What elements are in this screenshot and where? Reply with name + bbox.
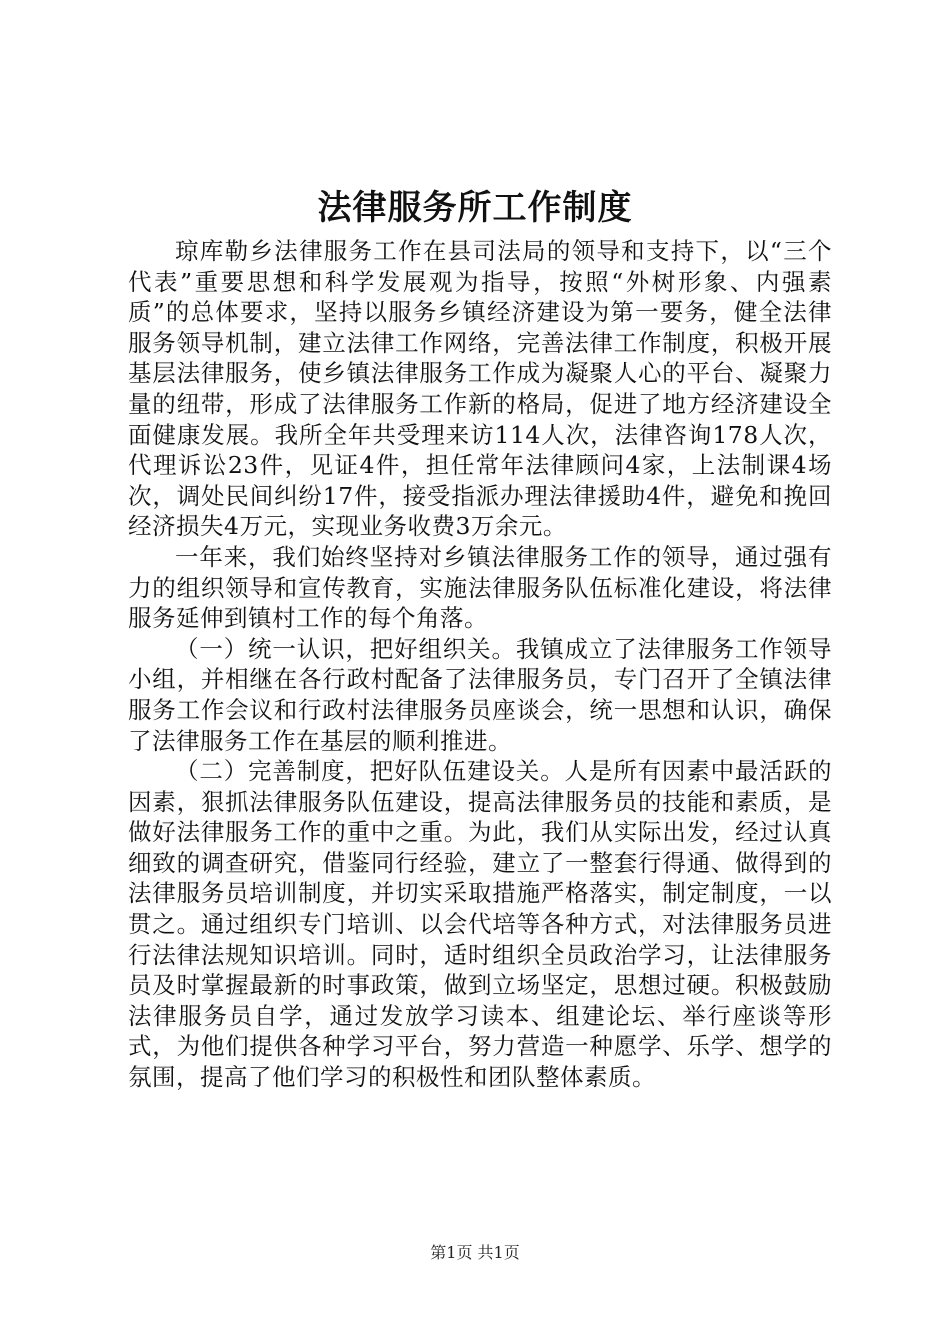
paragraph-section-1: （一）统一认识，把好组织关。我镇成立了法律服务工作领导小组，并相继在各行政村配备了法律服务员，专门召开了全镇法律服务工作会议和行政村法律服务员座谈会，统一思想和认识，确保了法律服务工作在基层的顺利推进。	[128, 634, 832, 755]
paragraph-intro: 琼库勒乡法律服务工作在县司法局的领导和支持下，以“三个代表”重要思想和科学发展观为指导，按照“外树形象、内强素质”的总体要求，坚持以服务乡镇经济建设为第一要务，健全法律服务领导机制，建立法律工作网络，完善法律工作制度，积极开展基层法律服务，使乡镇法律服务工作成为凝聚人心的平台、凝聚力量的纽带，形成了法律服务工作新的格局，促进了地方经济建设全面健康发展。我所全年共受理来访114人次，法律咨询178人次，代理诉讼23件，见证4件，担任常年法律顾问4家，上法制课4场次，调处民间纠纷17件，接受指派办理法律援助4件，避免和挽回经济损失4万元，实现业务收费3万余元。	[128, 237, 832, 541]
paragraph-overview: 一年来，我们始终坚持对乡镇法律服务工作的领导，通过强有力的组织领导和宣传教育，实施法律服务队伍标准化建设，将法律服务延伸到镇村工作的每个角落。	[128, 542, 832, 633]
paragraph-section-2: （二）完善制度，把好队伍建设关。人是所有因素中最活跃的因素，狠抓法律服务队伍建设，提高法律服务员的技能和素质，是做好法律服务工作的重中之重。为此，我们从实际出发，经过认真细致的调查研究，借鉴同行经验，建立了一整套行得通、做得到的法律服务员培训制度，并切实采取措施严格落实，制定制度，一以贯之。通过组织专门培训、以会代培等各种方式，对法律服务员进行法律法规知识培训。同时，适时组织全员政治学习，让法律服务员及时掌握最新的时事政策，做到立场坚定，思想过硬。积极鼓励法律服务员自学，通过发放学习读本、组建论坛、举行座谈等形式，为他们提供各种学习平台，努力营造一种愿学、乐学、想学的氛围，提高了他们学习的积极性和团队整体素质。	[128, 757, 832, 1092]
page-footer: 第1页 共1页	[430, 1243, 520, 1262]
document-body	[128, 236, 832, 1093]
document-title: 法律服务所工作制度	[317, 188, 633, 228]
